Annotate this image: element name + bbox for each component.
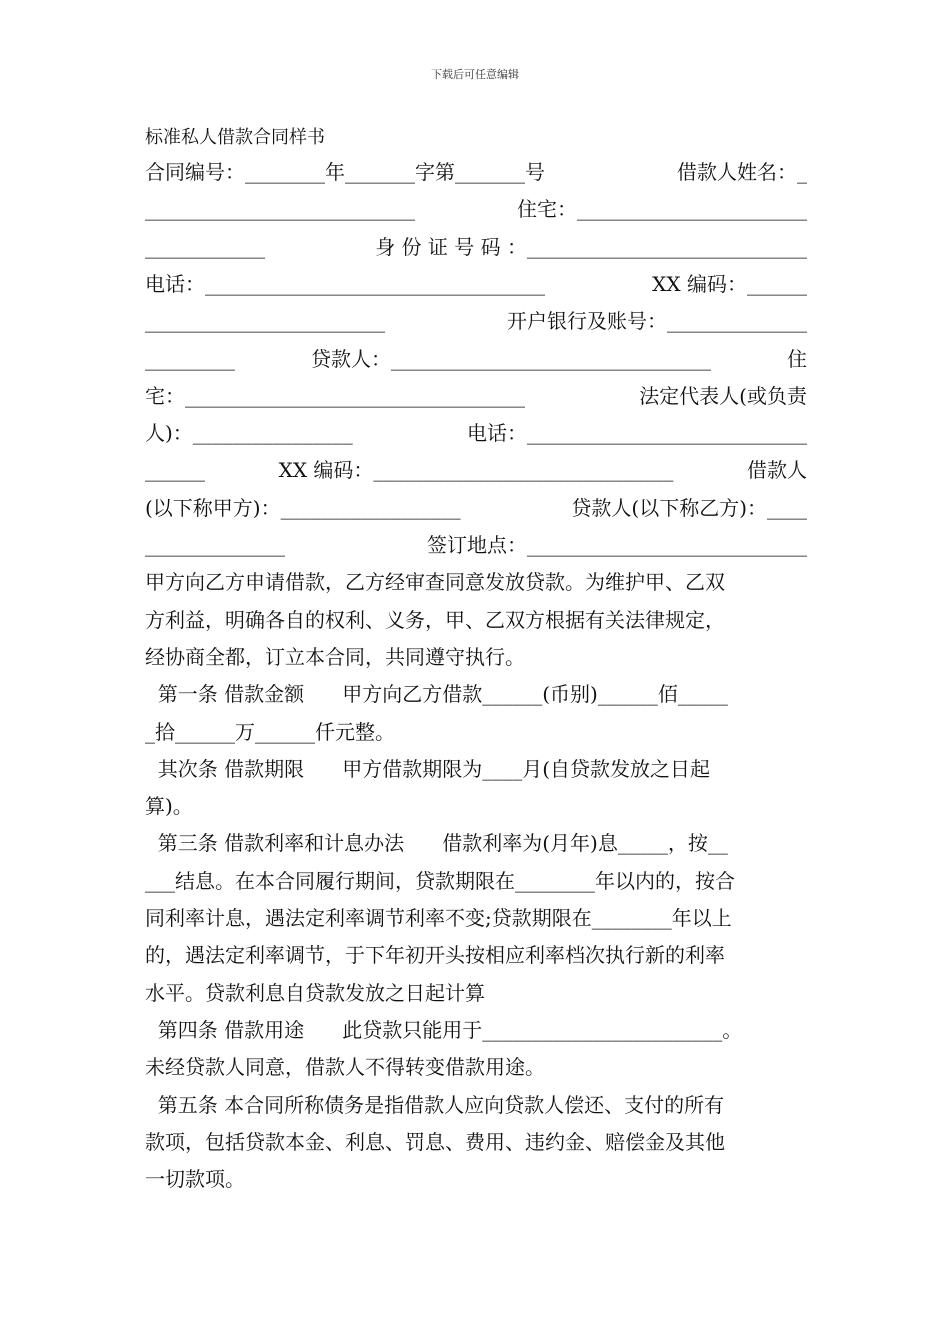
text-line bbox=[145, 345, 807, 373]
text-segment: 方利益，明确各自的权利、义务，甲、乙双方根据有关法律规定， bbox=[145, 607, 725, 632]
text-segment: 贷款人(以下称乙方)：____ bbox=[571, 495, 807, 520]
text-line bbox=[145, 531, 807, 559]
text-segment: 住 bbox=[787, 346, 807, 371]
text-segment: 第三条 借款利率和计息办法 借款利率为(月年)息_____，按__ bbox=[145, 831, 728, 856]
text-segment: _________ bbox=[145, 346, 235, 371]
text-segment: 电话：__________________________________ bbox=[145, 271, 545, 296]
text-line bbox=[145, 233, 807, 261]
text-segment: ___结息。在本合同履行期间，贷款期限在________年以内的，按合 bbox=[145, 868, 735, 893]
text-line bbox=[145, 158, 807, 186]
text-segment: XX 编码：______ bbox=[652, 271, 807, 296]
text-segment: XX 编码：______________________________ bbox=[278, 458, 674, 483]
text-line bbox=[145, 270, 807, 298]
text-segment: 第五条 本合同所称债务是指借款人应向贷款人偿还、支付的所有 bbox=[145, 1092, 725, 1117]
text-segment: _拾______万______仟元整。 bbox=[145, 719, 395, 744]
text-segment: 同利率计息，遇法定利率调节利率不变;贷款期限在________年以上 bbox=[145, 906, 732, 930]
text-line bbox=[145, 979, 807, 1007]
text-line bbox=[145, 382, 807, 410]
text-segment: 款项，包括贷款本金、利息、罚息、费用、违约金、赔偿金及其他 bbox=[145, 1129, 725, 1154]
text-segment: 宅：__________________________________ bbox=[145, 383, 525, 408]
text-line bbox=[145, 419, 807, 447]
document-title: 标准私人借款合同样书 bbox=[145, 127, 325, 148]
text-segment: 借款人姓名：_ bbox=[677, 160, 807, 184]
text-segment: 的，遇法定利率调节，于下年初开头按相应利率档次执行新的利率 bbox=[145, 943, 725, 968]
text-segment: 住宅：_______________________ bbox=[517, 197, 807, 222]
text-segment: 电话：____________________________ bbox=[467, 421, 807, 446]
text-segment: 一切款项。 bbox=[145, 1167, 245, 1192]
text-segment: 第四条 借款用途 此贷款只能用于________________________。 bbox=[145, 1017, 743, 1042]
text-segment: 甲方向乙方申请借款，乙方经审查同意发放贷款。为维护甲、乙双 bbox=[145, 570, 725, 595]
text-line bbox=[145, 606, 807, 634]
text-line bbox=[145, 456, 807, 484]
text-segment: 未经贷款人同意，借款人不得转变借款用途。 bbox=[145, 1055, 545, 1080]
page-header: 下载后可任意编辑 bbox=[431, 68, 519, 81]
text-line bbox=[145, 1165, 807, 1193]
text-line bbox=[145, 307, 807, 335]
text-segment: 合同编号：________年_______字第_______号 bbox=[145, 160, 545, 184]
text-line bbox=[145, 195, 807, 223]
text-segment: 水平。贷款利息自贷款发放之日起计算 bbox=[145, 980, 485, 1005]
text-segment: 法定代表人(或负责 bbox=[639, 383, 807, 408]
text-line bbox=[145, 718, 807, 746]
text-segment: ______ bbox=[145, 458, 205, 483]
text-line bbox=[145, 867, 807, 895]
text-segment: 经协商全都，订立本合同，共同遵守执行。 bbox=[145, 644, 525, 669]
text-segment: (以下称甲方)：__________________ bbox=[145, 495, 461, 520]
text-line bbox=[145, 494, 807, 522]
text-line bbox=[145, 792, 807, 820]
text-segment: ________________________ bbox=[145, 309, 385, 334]
text-line bbox=[145, 904, 807, 932]
text-line bbox=[145, 1016, 807, 1044]
text-line bbox=[145, 568, 807, 596]
text-segment: 开户银行及账号：______________ bbox=[507, 309, 807, 334]
text-segment: ____________ bbox=[145, 234, 265, 259]
text-segment: 人)：________________ bbox=[145, 421, 353, 446]
text-segment: 其次条 借款期限 甲方借款期限为____月(自贷款发放之日起 bbox=[145, 756, 711, 781]
text-segment: 第一条 借款金额 甲方向乙方借款______(币别)______佰_____ bbox=[145, 682, 728, 707]
text-segment: ___________________________ bbox=[145, 197, 415, 222]
text-line bbox=[145, 1128, 807, 1156]
text-segment: 贷款人：________________________________ bbox=[311, 346, 711, 371]
text-line bbox=[145, 680, 807, 708]
text-line bbox=[145, 941, 807, 969]
text-segment: 算)。 bbox=[145, 794, 193, 819]
text-line bbox=[145, 829, 807, 857]
text-line bbox=[145, 643, 807, 671]
text-segment: 身 份 证 号 码 ：____________________________ bbox=[375, 234, 807, 259]
text-segment: ______________ bbox=[145, 533, 285, 557]
text-line bbox=[145, 1053, 807, 1081]
text-line bbox=[145, 755, 807, 783]
text-segment: 签订地点：____________________________ bbox=[427, 533, 807, 557]
text-line bbox=[145, 1091, 807, 1119]
text-segment: 借款人 bbox=[747, 458, 807, 483]
